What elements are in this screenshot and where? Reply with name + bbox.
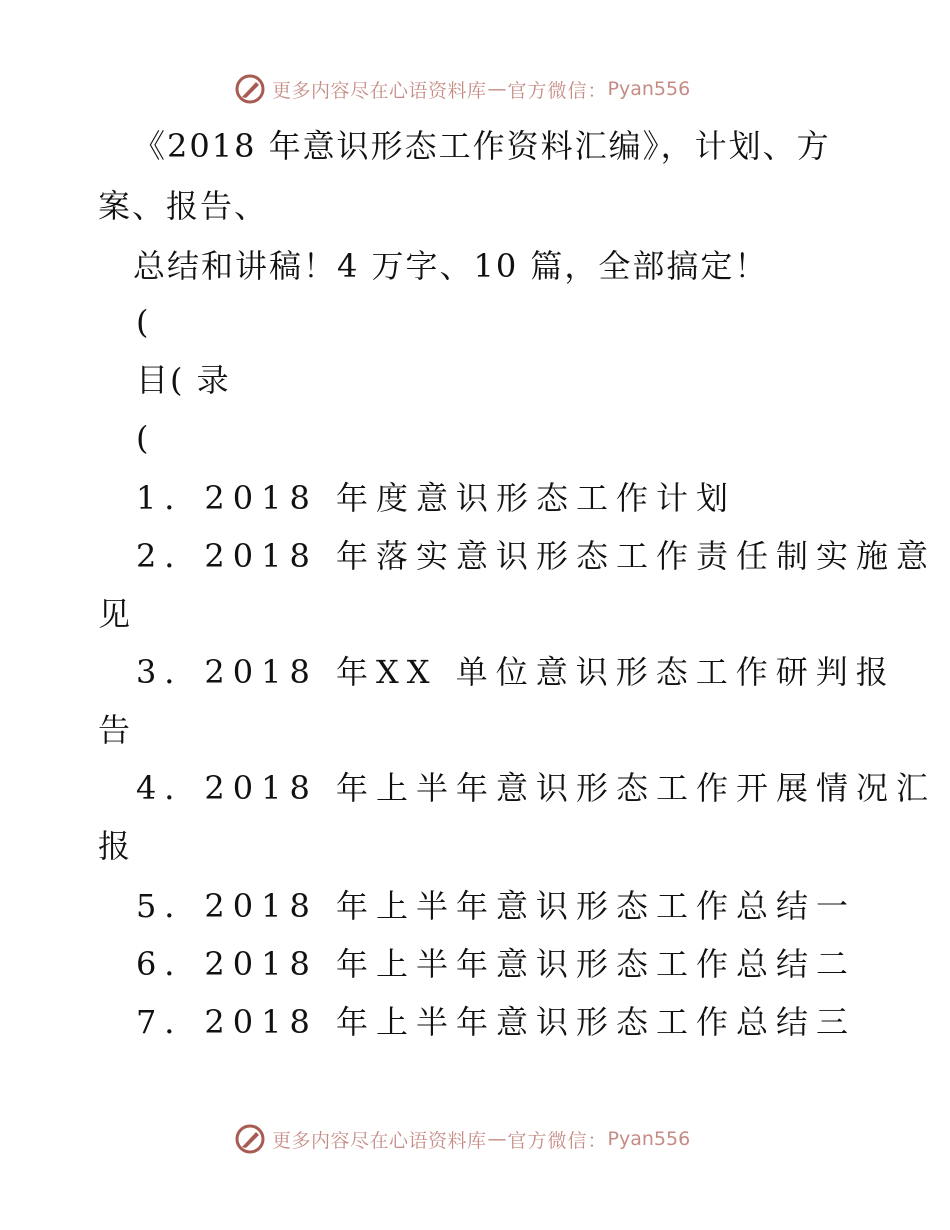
toc-item-continuation: 告 (98, 711, 139, 749)
toc-item: 1．2018 年度意识形态工作计划 (136, 479, 736, 517)
toc-item: 5．2018 年上半年意识形态工作总结一 (136, 887, 856, 925)
toc-heading: 目( 录 (136, 361, 231, 399)
title-line-3: 总结和讲稿！4 万字、10 篇，全部搞定！ (133, 247, 769, 285)
toc-item: 3．2018 年XX 单位意识形态工作研判报 (136, 653, 896, 691)
watermark-separator: — (487, 78, 507, 100)
watermark-contact-id: Pyan556 (607, 78, 691, 100)
watermark-site-text: 更多内容尽在心语资料库 (272, 79, 487, 102)
paren-line-1: ( (136, 303, 151, 341)
title-line-2: 案、报告、 (98, 187, 269, 225)
watermark-contact-label: 官方微信： (507, 79, 608, 102)
paren-line-2: ( (136, 419, 151, 457)
watermark-separator: — (487, 1128, 507, 1150)
toc-item: 7．2018 年上半年意识形态工作总结三 (136, 1003, 856, 1041)
watermark-site-text: 更多内容尽在心语资料库 (272, 1129, 487, 1152)
title-line-1: 《2018 年意识形态工作资料汇编》，计划、方 (133, 127, 831, 165)
pen-logo-icon (234, 73, 266, 105)
toc-item: 2．2018 年落实意识形态工作责任制实施意 (136, 537, 936, 575)
toc-item: 4．2018 年上半年意识形态工作开展情况汇 (136, 769, 936, 807)
pen-logo-icon (234, 1123, 266, 1155)
toc-item-continuation: 见 (98, 595, 139, 633)
watermark-contact-label: 官方微信： (507, 1129, 608, 1152)
toc-item: 6．2018 年上半年意识形态工作总结二 (136, 945, 856, 983)
watermark-footer (234, 1122, 690, 1156)
watermark-contact-id: Pyan556 (607, 1128, 691, 1150)
watermark-header (234, 72, 690, 106)
toc-item-continuation: 报 (98, 827, 139, 865)
